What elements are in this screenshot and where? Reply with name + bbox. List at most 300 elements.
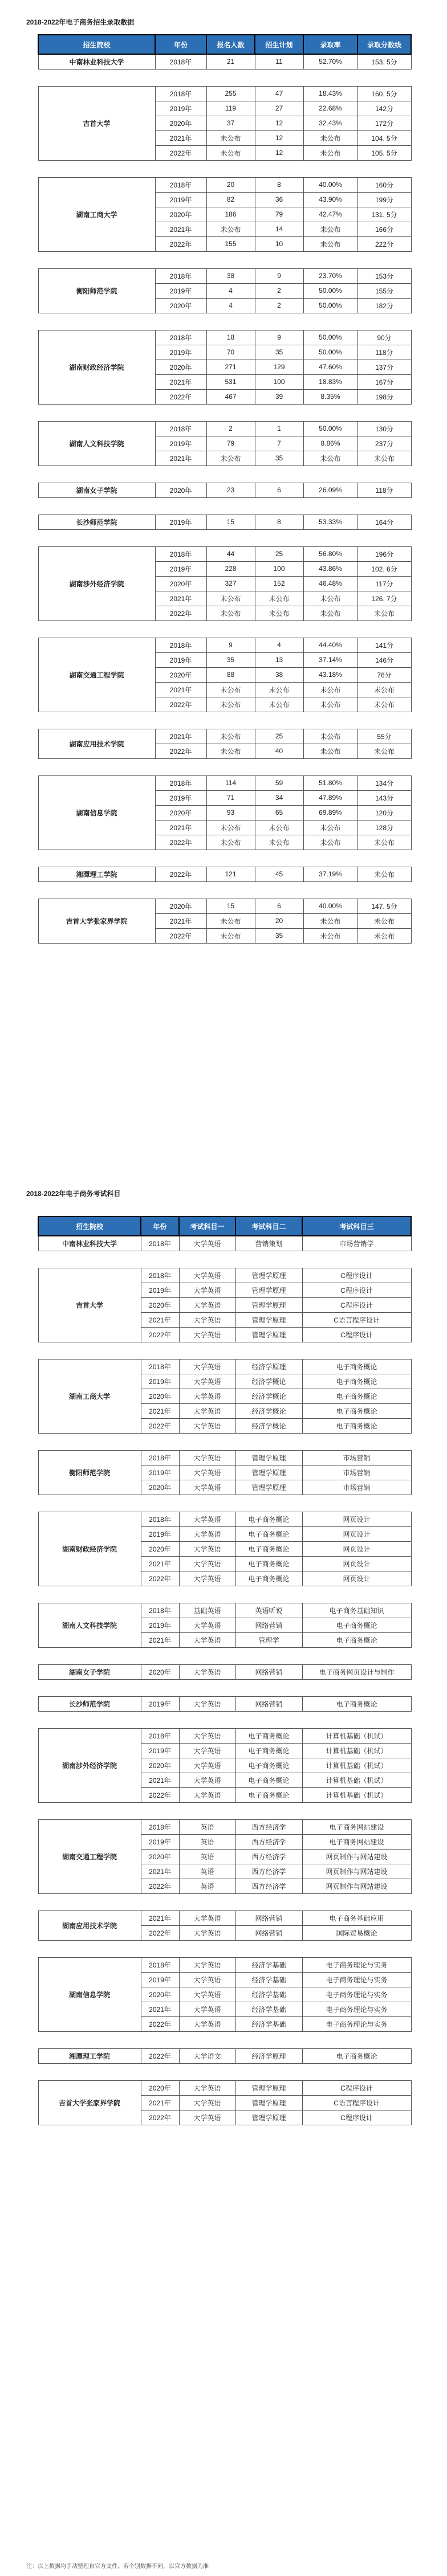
table-cell: 2018年 [141,1236,179,1251]
table-cell: 未公布 [357,682,411,697]
table-cell: 155 [206,236,255,251]
table-cell: 2019年 [155,192,206,207]
table-cell: 电子商务概论 [235,1512,302,1526]
spacer-cell [38,712,411,729]
table-cell: 38 [206,268,255,283]
table-cell: 计算机基础（机试） [302,1743,411,1758]
table-cell: 4 [206,283,255,298]
table-cell: 管理学原理 [235,1327,302,1342]
table-cell: 222分 [357,236,411,251]
school-name-cell: 中南林业科技大学 [38,1236,141,1251]
table-cell: 8.86% [303,436,357,451]
table-cell: 40.00% [303,899,357,913]
table-cell: C程序设计 [302,2080,411,2095]
enrollment-table-body [38,54,411,943]
table-cell: 26.09% [303,483,357,497]
spacer-cell [38,1342,411,1359]
group-spacer [38,1495,411,1512]
school-name-cell: 长沙师范学院 [38,1696,141,1711]
school-name-cell: 衡阳师范学院 [38,268,155,313]
table-cell: 未公布 [357,835,411,850]
table-cell: 2021年 [155,913,206,928]
table-cell: 2 [255,283,303,298]
table-cell: 50.00% [303,298,357,313]
spacer-cell [38,1893,411,1910]
group-spacer [38,404,411,421]
table-cell: 大学英语 [179,1268,235,1283]
table-row [38,1512,411,1526]
table-cell: 西方经济学 [235,1819,302,1834]
table-cell: 西方经济学 [235,1834,302,1849]
group-spacer [38,850,411,867]
table-cell: 143分 [357,790,411,805]
table-row [38,546,411,561]
table-cell: 199分 [357,192,411,207]
table-cell: 93 [206,805,255,820]
table-cell: 10 [255,236,303,251]
table-cell: 2021年 [155,451,206,466]
table-cell: 104. 5分 [357,130,411,145]
table-row [38,1696,411,1711]
group-spacer [38,620,411,638]
table-cell: 未公布 [206,820,255,835]
table-cell: 未公布 [357,697,411,712]
table-cell: 网页设计 [302,1571,411,1586]
table-cell: 2022年 [141,1571,179,1586]
group-spacer [38,1433,411,1450]
table-cell: 2021年 [141,2095,179,2110]
table-cell: 2020年 [155,576,206,591]
table-cell: 40 [255,744,303,758]
table-cell: 2020年 [155,899,206,913]
table-cell: 未公布 [206,130,255,145]
table-cell: 未公布 [206,591,255,606]
table-cell: 118分 [357,345,411,360]
school-name-cell: 湖南财政经济学院 [38,1512,141,1586]
table-cell: 44.40% [303,638,357,652]
table-cell: 15 [206,899,255,913]
column-header: 录取率 [303,35,357,54]
table-cell: 市场营销 [302,1465,411,1480]
table-cell: 未公布 [303,451,357,466]
table-cell: 管理学原理 [235,1465,302,1480]
table-cell: 2022年 [155,928,206,943]
group-spacer [38,69,411,86]
table-cell: 7 [255,436,303,451]
table-cell: 14 [255,222,303,236]
column-header: 考试科目三 [302,1216,411,1236]
footnote: 注：以上数据均手动整理自官方文件，若个别数据不同，以官方数据为准 [26,2563,209,2570]
table-cell: 126. 7分 [357,591,411,606]
table-cell: 经济学基础 [235,1987,302,2002]
table-cell: 未公布 [255,697,303,712]
school-name-cell: 湖南涉外经济学院 [38,1728,141,1802]
school-name-cell: 衡阳师范学院 [38,1450,141,1495]
table-cell: 电子商务概论 [302,1618,411,1632]
column-header: 报名人数 [206,35,255,54]
table-cell: 2022年 [155,697,206,712]
subjects-header-row [38,1216,411,1236]
table-cell: 管理学原理 [235,2080,302,2095]
table-cell: 2020年 [141,1297,179,1312]
table-cell: 未公布 [303,591,357,606]
table-cell: 未公布 [303,222,357,236]
table-cell: 34 [255,790,303,805]
table-cell: 46.48% [303,576,357,591]
spacer-cell [38,466,411,483]
table-cell: 大学英语 [179,1632,235,1647]
table-cell: 电子商务概论 [235,1758,302,1773]
table-cell: 42.47% [303,207,357,222]
table-cell: C程序设计 [302,2110,411,2125]
table-row [38,1236,411,1251]
group-spacer [38,160,411,177]
table-cell: 117分 [357,576,411,591]
table-cell: 2019年 [155,283,206,298]
table-cell: 2021年 [141,1312,179,1327]
table-row [38,515,411,529]
table-cell: 市场营销学 [302,1236,411,1251]
table-cell: 2018年 [141,1728,179,1743]
table-cell: 网页设计 [302,1526,411,1541]
spacer-cell [38,251,411,268]
table-cell: 2020年 [141,1389,179,1403]
table-cell: 4 [206,298,255,313]
table-cell: 120分 [357,805,411,820]
group-spacer [38,466,411,483]
spacer-cell [38,1495,411,1512]
school-name-cell: 湖南信息学院 [38,1957,141,2031]
column-header: 年份 [141,1216,179,1236]
table-cell: 2019年 [141,1834,179,1849]
table-cell: 电子商务概论 [302,1632,411,1647]
school-name-cell: 中南林业科技大学 [38,54,155,69]
table-cell: 2020年 [155,207,206,222]
table-cell: 电子商务概论 [302,1403,411,1418]
table-cell: 管理学原理 [235,1283,302,1297]
table-cell: 50.00% [303,345,357,360]
group-spacer [38,529,411,546]
table-cell: 大学英语 [179,1556,235,1571]
spacer-cell [38,1433,411,1450]
table-cell: 100 [255,374,303,389]
table-cell: 186 [206,207,255,222]
table-cell: 100 [255,561,303,576]
table-cell: 32.43% [303,116,357,130]
table-cell: 228 [206,561,255,576]
table-cell: 大学英语 [179,1728,235,1743]
table-cell: 市场营销 [302,1450,411,1465]
table-cell: 35 [255,345,303,360]
table-cell: 44 [206,546,255,561]
table-cell: 2018年 [155,421,206,436]
table-cell: 70 [206,345,255,360]
table-cell: 管理学原理 [235,2095,302,2110]
table-cell: 23.70% [303,268,357,283]
school-name-cell: 湖南工商大学 [38,1359,141,1433]
table-cell: 英语 [179,1864,235,1879]
table-row [38,483,411,497]
table-cell: 2018年 [141,1450,179,1465]
enrollment-table [38,34,412,944]
table-cell: 142分 [357,101,411,116]
table-cell: 电子商务概论 [235,1773,302,1787]
table-cell: 2021年 [155,374,206,389]
table-cell: 电子商务概论 [302,2048,411,2063]
table-cell: 56.80% [303,546,357,561]
spacer-cell [38,620,411,638]
school-name-cell: 吉首大学张家界学院 [38,2080,141,2125]
table-cell: 经济学基础 [235,2002,302,2016]
page-title: 2018-2022年电子商务招生录取数据 [26,18,135,26]
table-cell: 2018年 [155,775,206,790]
table-cell: 网页设计 [302,1541,411,1556]
table-cell: 西方经济学 [235,1879,302,1893]
table-cell: 20 [206,177,255,192]
table-cell: 2021年 [155,729,206,744]
table-cell: 营销策划 [235,1236,302,1251]
table-cell: 2022年 [155,835,206,850]
table-cell: 2019年 [141,1374,179,1389]
table-cell: 大学英语 [179,1571,235,1586]
table-row [38,1664,411,1679]
table-cell: 2018年 [155,86,206,101]
table-row [38,899,411,913]
table-cell: 47.89% [303,790,357,805]
table-cell: 27 [255,101,303,116]
table-cell: 未公布 [206,744,255,758]
table-cell: 2020年 [155,298,206,313]
table-cell: 2022年 [155,867,206,881]
table-cell: 2018年 [155,177,206,192]
table-cell: 2018年 [141,1603,179,1618]
table-row [38,638,411,652]
table-cell: 电子商务网站建设 [302,1834,411,1849]
spacer-cell [38,2063,411,2080]
table-cell: 172分 [357,116,411,130]
table-cell: 英语 [179,1849,235,1864]
table-cell: 英语听说 [235,1603,302,1618]
table-cell: 大学英语 [179,1312,235,1327]
table-cell: 电子商务概论 [235,1541,302,1556]
table-cell: 2019年 [155,790,206,805]
school-name-cell: 湘潭理工学院 [38,2048,141,2063]
table-cell: 2018年 [155,546,206,561]
table-cell: 计算机基础（机试） [302,1787,411,1802]
table-cell: 37.19% [303,867,357,881]
table-cell: 市场营销 [302,1480,411,1495]
table-cell: 大学英语 [179,1987,235,2002]
table-cell: 2018年 [155,638,206,652]
table-cell: 2021年 [141,1773,179,1787]
table-cell: 大学英语 [179,1359,235,1374]
table-cell: 未公布 [303,744,357,758]
spacer-cell [38,1586,411,1603]
school-name-cell: 湖南信息学院 [38,775,155,850]
table-cell: C程序设计 [302,1327,411,1342]
table-cell: 未公布 [206,222,255,236]
table-cell: 119 [206,101,255,116]
table-cell: 电子商务概论 [235,1571,302,1586]
table-row [38,54,411,69]
table-cell: 134分 [357,775,411,790]
table-cell: 55分 [357,729,411,744]
table-cell: 大学英语 [179,1957,235,1972]
table-cell: 196分 [357,546,411,561]
table-cell: 2019年 [141,1618,179,1632]
table-cell: 电子商务理论与实务 [302,1987,411,2002]
table-cell: 未公布 [303,928,357,943]
school-name-cell: 湖南交通工程学院 [38,638,155,712]
table-row [38,1603,411,1618]
group-spacer [38,497,411,515]
table-cell: 114 [206,775,255,790]
table-cell: 237分 [357,436,411,451]
table-cell: 37 [206,116,255,130]
table-cell: 2019年 [141,1465,179,1480]
table-cell: 167分 [357,374,411,389]
table-cell: 未公布 [303,130,357,145]
table-cell: 9 [255,330,303,345]
table-cell: 65 [255,805,303,820]
school-name-cell: 吉首大学 [38,1268,141,1342]
table-cell: 电子商务概论 [235,1743,302,1758]
table-cell: 2022年 [155,145,206,160]
table-cell: 467 [206,389,255,404]
table-cell: 未公布 [255,820,303,835]
spacer-cell [38,497,411,515]
table-cell: 43.18% [303,667,357,682]
table-cell: 18.83% [303,374,357,389]
table-cell: 经济学原理 [235,1359,302,1374]
table-cell: 网页制作与网站建设 [302,1879,411,1893]
table-cell: 网络营销 [235,1618,302,1632]
table-cell: 2020年 [141,1758,179,1773]
column-header: 考试科目一 [179,1216,235,1236]
table-cell: 2022年 [155,606,206,620]
table-cell: 35 [255,451,303,466]
table-cell: 未公布 [303,606,357,620]
table-cell: 电子商务概论 [235,1556,302,1571]
table-cell: 大学英语 [179,1910,235,1925]
table-cell: 电子商务理论与实务 [302,2002,411,2016]
table-cell: 计算机基础（机试） [302,1728,411,1743]
table-cell: 4 [255,638,303,652]
table-cell: 69.89% [303,805,357,820]
table-cell: 6 [255,899,303,913]
table-cell: 网页制作与网站建设 [302,1864,411,1879]
table-cell: 2019年 [155,345,206,360]
table-cell: C程序设计 [302,1268,411,1283]
table-cell: 2020年 [141,1849,179,1864]
table-cell: 118分 [357,483,411,497]
table-cell: 未公布 [206,606,255,620]
table-cell: 电子商务基础应用 [302,1910,411,1925]
table-cell: 2020年 [155,116,206,130]
table-cell: 2021年 [141,1403,179,1418]
table-cell: 2019年 [141,1526,179,1541]
subjects-title: 2018-2022年电子商务考试科目 [26,1190,121,1198]
table-cell: 未公布 [303,913,357,928]
table-cell: 53.33% [303,515,357,529]
table-cell: 35 [206,652,255,667]
table-cell: 2021年 [141,1632,179,1647]
table-cell: 2020年 [155,667,206,682]
table-cell: 经济学基础 [235,2016,302,2031]
table-cell: 2019年 [141,1283,179,1297]
table-cell: 大学语文 [179,2048,235,2063]
table-cell: 大学英语 [179,1664,235,1679]
table-cell: 47.60% [303,360,357,374]
table-cell: 6 [255,483,303,497]
table-cell: 管理学 [235,1632,302,1647]
table-cell: 管理学原理 [235,2110,302,2125]
school-name-cell: 湖南女子学院 [38,483,155,497]
table-cell: 经济学基础 [235,1972,302,1987]
table-cell: 2021年 [141,1864,179,1879]
table-cell: 79 [206,436,255,451]
table-cell: 经济学概论 [235,1374,302,1389]
column-header: 录取分数线 [357,35,411,54]
table-cell: 147. 5分 [357,899,411,913]
table-cell: 大学英语 [179,1512,235,1526]
table-cell: 51.80% [303,775,357,790]
table-cell: 36 [255,192,303,207]
table-cell: 大学英语 [179,1236,235,1251]
spacer-cell [38,1802,411,1819]
table-cell: 35 [255,928,303,943]
table-cell: 基础英语 [179,1603,235,1618]
spacer-cell [38,529,411,546]
table-cell: 管理学原理 [235,1312,302,1327]
table-cell: 未公布 [206,682,255,697]
table-cell: 未公布 [357,913,411,928]
table-cell: 2019年 [141,1743,179,1758]
table-cell: 25 [255,729,303,744]
table-row [38,1819,411,1834]
table-cell: 电子商务概论 [302,1696,411,1711]
table-cell: 2022年 [141,1327,179,1342]
table-cell: 88 [206,667,255,682]
table-cell: 2021年 [155,682,206,697]
table-cell: 未公布 [206,145,255,160]
table-cell: 管理学原理 [235,1297,302,1312]
subjects-table-wrap [38,1216,411,2125]
table-cell: 102. 6分 [357,561,411,576]
table-cell: C语言程序设计 [302,2095,411,2110]
school-name-cell: 湖南女子学院 [38,1664,141,1679]
enrollment-table-wrap [38,34,411,944]
table-cell: 71 [206,790,255,805]
school-name-cell: 湖南人文科技学院 [38,1603,141,1647]
table-cell: 管理学原理 [235,1268,302,1283]
table-cell: 计算机基础（机试） [302,1773,411,1787]
table-cell: 18.43% [303,86,357,101]
spacer-cell [38,404,411,421]
table-cell: 2021年 [141,2002,179,2016]
table-cell: 经济学概论 [235,1403,302,1418]
spacer-cell [38,160,411,177]
table-cell: 43.86% [303,561,357,576]
table-cell: 未公布 [303,820,357,835]
table-row [38,2080,411,2095]
table-cell: 电子商务网页设计与制作 [302,1664,411,1679]
table-cell: 2022年 [155,744,206,758]
table-cell: 大学英语 [179,1541,235,1556]
spacer-cell [38,881,411,899]
table-cell: 管理学原理 [235,1450,302,1465]
table-cell: 大学英语 [179,2080,235,2095]
